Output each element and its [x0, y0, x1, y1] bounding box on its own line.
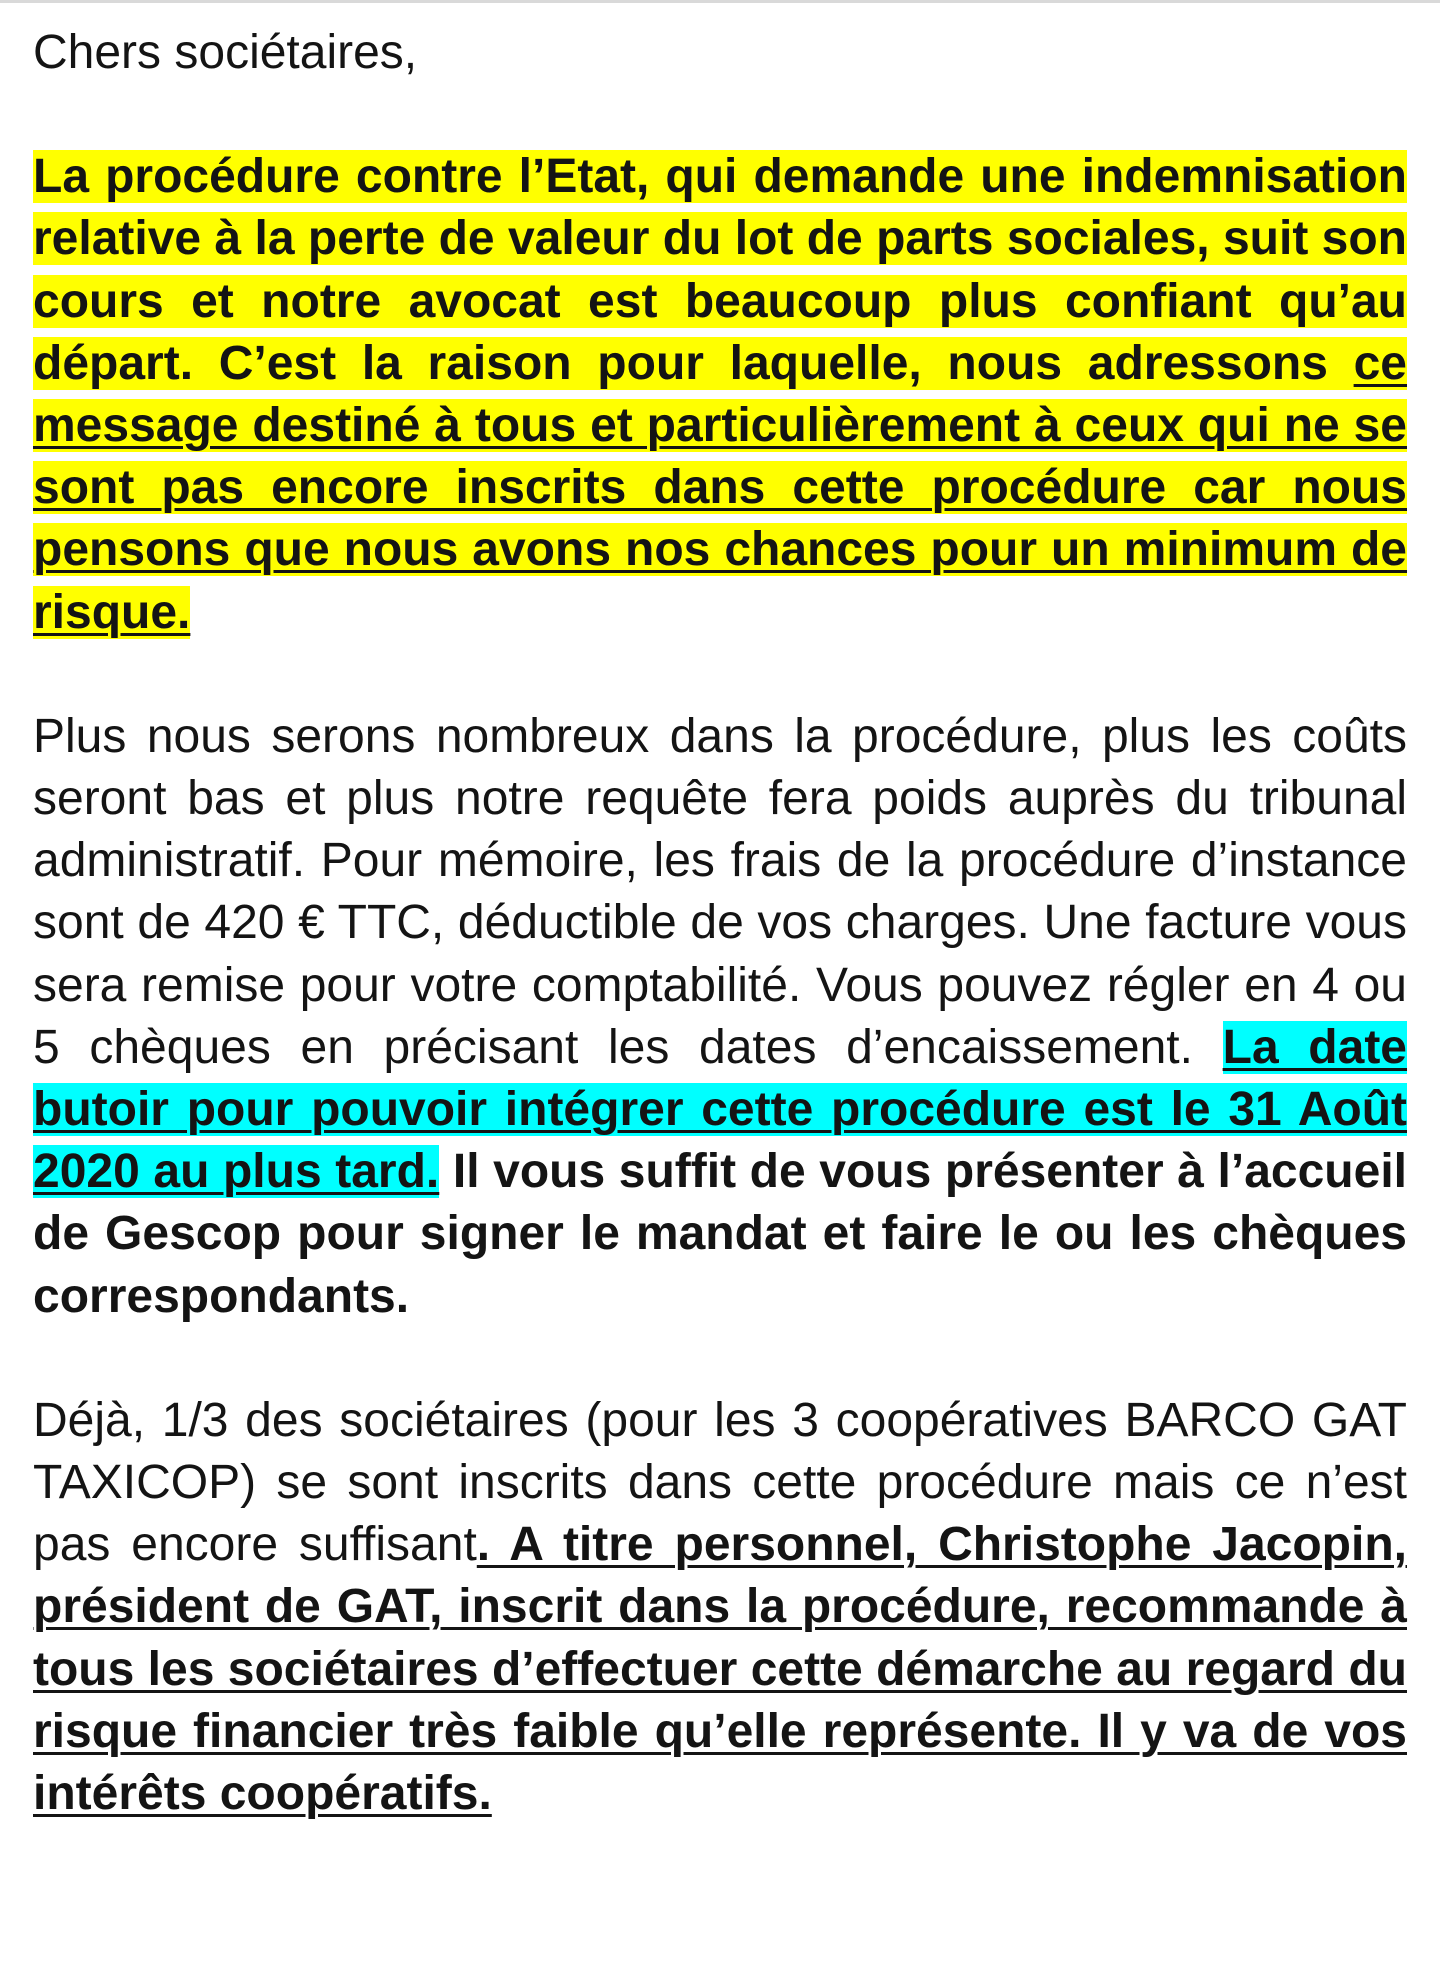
- greeting: Chers sociétaires,: [33, 26, 418, 79]
- instructions-text: Il vous suffit de vous présenter à l’accueil de Gescop pour signer le mandat et faire le ou les chèques correspondants.: [33, 1145, 1407, 1323]
- yellow-highlight-text: La procédure contre l’Etat, qui demande une indemnisation relative à la perte de valeur du lot de parts sociales, suit son cours et notre avocat est beaucoup plus confiant qu’au départ. C’est la raison pour laquelle, nous adressons: [33, 150, 1407, 390]
- president-recommendation: . A titre personnel, Christophe Jacopin, président de GAT, inscrit dans la procédure, recommande à tous les sociétaires d’effectuer cette démarche au regard du risque financier très faible qu’elle représente. Il y va de vos intérêts coopératifs.: [33, 1518, 1407, 1821]
- yellow-highlight-underlined-text: ce message destiné à tous et particulièrement à ceux qui ne se sont pas encore inscrits dans cette procédure car nous pensons que nous avons nos chances pour un minimum de risque.: [33, 336, 1407, 639]
- registration-status-text: Déjà, 1/3 des sociétaires (pour les 3 coopératives BARCO GAT TAXICOP) se sont inscrits dans cette procédure mais ce n’est pas encore suffisant: [33, 1393, 1407, 1572]
- top-divider: [0, 0, 1440, 3]
- paragraph-costs: [33, 706, 1407, 1328]
- letter-document: [33, 22, 1407, 1825]
- paragraph-recommendation: [33, 1390, 1407, 1825]
- deadline-highlight: La date butoir pour pouvoir intégrer cette procédure est le 31 Août 2020 au plus tard.: [33, 1020, 1408, 1199]
- paragraph-procedure-intro: [33, 146, 1407, 644]
- costs-text: Plus nous serons nombreux dans la procédure, plus les coûts seront bas et plus notre requête fera poids auprès du tribunal administratif. Pour mémoire, les frais de la procédure d’instance sont de 420 € TTC, déductible de vos charges. Une facture vous sera remise pour votre comptabilité. Vous pouvez régler en 4 ou 5 chèques en précisant les dates d’encaissement.: [33, 709, 1407, 1074]
